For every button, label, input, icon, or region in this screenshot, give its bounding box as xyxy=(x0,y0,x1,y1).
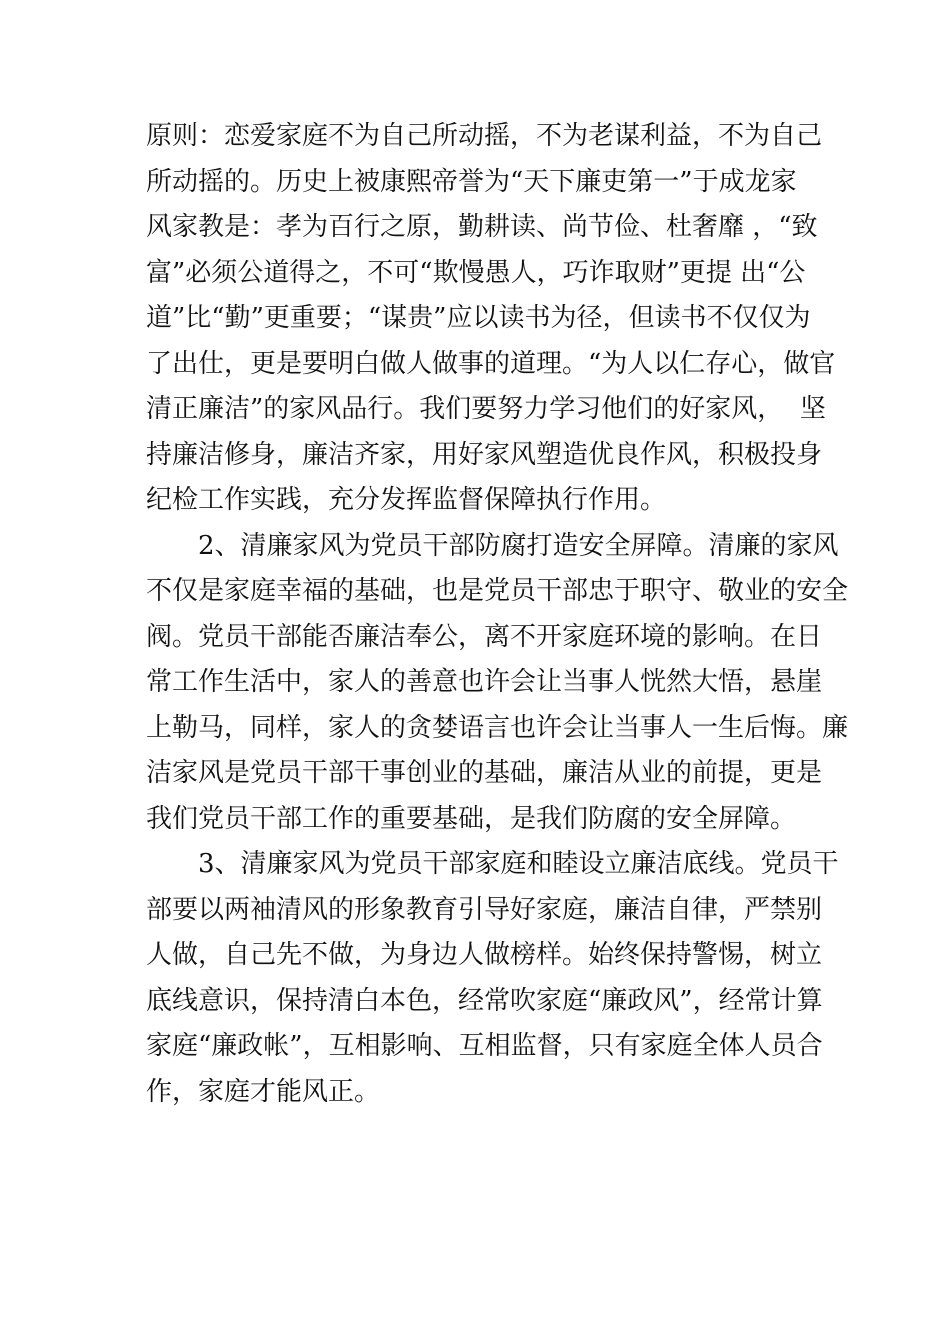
paragraph xyxy=(146,114,836,524)
text-line: 部要以两袖清风的形象教育引导好家庭，廉洁自律，严禁别 xyxy=(146,894,823,925)
body-text xyxy=(146,114,849,1115)
text-line: 底线意识，保持清白本色，经常吹家庭“廉政风”，经常计算 xyxy=(146,985,823,1016)
text-line: 我们党员干部工作的重要基础，是我们防腐的安全屏障。 xyxy=(146,803,797,834)
text-line: 不仅是家庭幸福的基础，也是党员干部忠于职守、敬业的安全 xyxy=(146,576,849,606)
text-line: 了出仕，更是要明白做人做事的道理。“为人以仁存心，做官 xyxy=(146,348,836,379)
text-line: 纪检工作实践，充分发挥监督保障执行作用。 xyxy=(146,485,667,515)
text-line: 原则：恋爱家庭不为自己所动摇，不为老谋利益，不为自己 xyxy=(146,121,823,151)
paragraph xyxy=(146,842,839,1115)
text-line: 家庭“廉政帐”，互相影响、互相监督，只有家庭全体人员合 xyxy=(146,1031,823,1061)
text-line: 道”比“勤”更重要；“谋贵”应以读书为径，但读书不仅仅为 xyxy=(146,303,811,333)
text-line: 2、清廉家风为党员干部防腐打造安全屏障。清廉的家风 xyxy=(198,530,839,561)
text-line: 3、清廉家风为党员干部家庭和睦设立廉洁底线。党员干 xyxy=(198,849,839,879)
text-line: 常工作生活中，家人的善意也许会让当事人恍然大悟，悬崖 xyxy=(146,667,823,697)
text-line: 洁家风是党员干部干事创业的基础，廉洁从业的前提，更是 xyxy=(146,758,823,788)
text-line: 人做，自己先不做，为身边人做榜样。始终保持警惕，树立 xyxy=(146,940,823,970)
text-line: 清正廉洁”的家风品行。我们要努力学习他们的好家风， 坚 xyxy=(146,394,826,424)
text-line: 上勒马，同样，家人的贪婪语言也许会让当事人一生后悔。廉 xyxy=(146,712,849,743)
text-line: 持廉洁修身，廉洁齐家，用好家风塑造优良作风，积极投身 xyxy=(146,439,823,470)
paragraph xyxy=(146,524,849,843)
text-line: 阀。党员干部能否廉洁奉公，离不开家庭环境的影响。在日 xyxy=(146,621,823,652)
text-line: 富”必须公道得之，不可“欺慢愚人，巧诈取财”更提 出“公 xyxy=(146,257,806,288)
text-line: 所动摇的。历史上被康熙帝誉为“天下廉吏第一”于成龙家 xyxy=(146,166,797,197)
text-line: 风家教是：孝为百行之原，勤耕读、尚节俭、杜奢靡 ，“致 xyxy=(146,212,818,242)
text-line: 作，家庭才能风正。 xyxy=(146,1076,381,1107)
